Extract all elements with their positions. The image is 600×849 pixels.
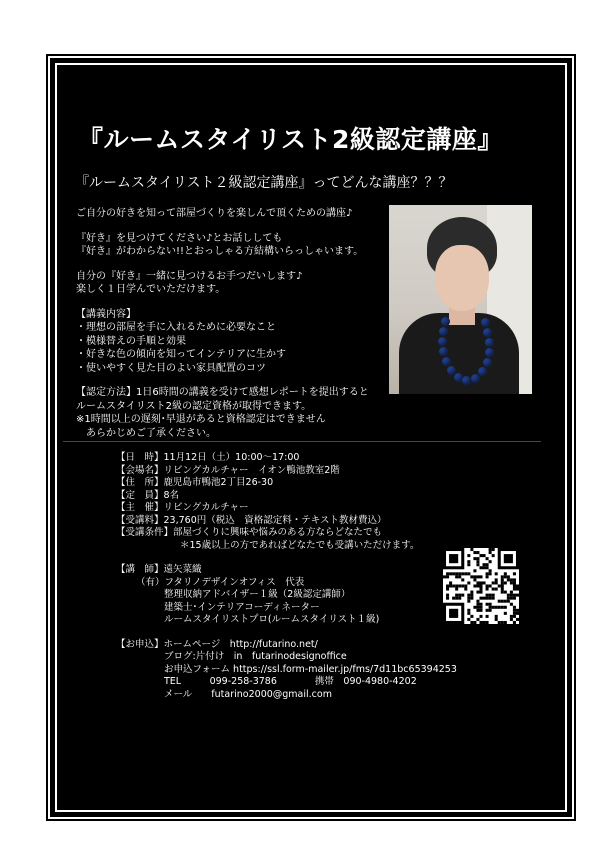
- detail-conditions-note: ＊15歳以上の方であればどなたでも受講いただけます。: [180, 539, 420, 551]
- intro-text: [76, 207, 396, 451]
- page-title: 『ルームスタイリスト2級認定講座』: [78, 125, 503, 154]
- detail-apply: 【お申込】ホームページ http://futarino.net/: [116, 638, 318, 650]
- instructor-photo: [389, 205, 532, 394]
- apply-line: メール futarino2000@gmail.com: [164, 688, 332, 700]
- detail-fee: 【受講料】23,760円（税込 資格認定料・テキスト教材費込）: [116, 514, 387, 526]
- detail-organizer: 【主 催】リビングカルチャー: [116, 502, 249, 513]
- detail-instructor: 【講 師】遠矢菜織: [116, 564, 202, 575]
- divider: [63, 441, 541, 442]
- course-content: 【講義内容】 ・理想の部屋を手に入れるために必要なこと ・模様替えの手順と効果 ・好きな色の傾向を知ってインテリアに生かす ・使いやすく見た目のよい家具配置のコツ: [76, 308, 286, 374]
- detail-conditions: 【受講条件】部屋づくりに興味や悩みのある方ならどなたでも: [116, 527, 383, 538]
- intro-paragraph: 自分の『好き』一緒に見つけるお手つだいします♪ 楽しく１日学んでいただけます。: [76, 270, 303, 295]
- detail-venue: 【会場名】リビングカルチャー イオン鴨池教室2階: [116, 464, 340, 476]
- intro-paragraph: 『好き』を見つけてください♪とお話ししても 『好き』がわからない!!とおっしゃる方結構いらっしゃいます。: [76, 232, 364, 257]
- instructor-line: （有）フタリノデザインオフィス 代表: [136, 576, 305, 588]
- apply-line: ブログ:片付け in futarinodesignoffice: [164, 651, 347, 662]
- qr-code-icon[interactable]: [443, 548, 519, 624]
- apply-line: TEL 099-258-3786 携帯 090-4980-4202: [164, 676, 417, 687]
- detail-address: 【住 所】鹿児島市鴨池2丁目26-30: [116, 477, 274, 488]
- intro-paragraph: ご自分の好きを知って部屋づくりを楽しんで頂くための講座♪: [76, 208, 353, 219]
- apply-line: お申込フォーム https://ssl.form-mailer.jp/fms/7d11bc65394253: [164, 663, 457, 675]
- event-details: [116, 452, 456, 701]
- instructor-line: ルームスタイリストプロ(ルームスタイリスト１級): [164, 614, 380, 625]
- instructor-line: 整理収納アドバイザー１級（2級認定講師）: [164, 589, 351, 600]
- certification-method: 【認定方法】1日6時間の講義を受けて感想レポートを提出すると ルームスタイリスト2級の認定資格が取得できます。 ※1時間以上の遅刻･早退があると資格認定はできません あらかじめご了承ください。: [76, 387, 369, 439]
- detail-date: 【日 時】11月12日（土）10:00～17:00: [116, 452, 300, 463]
- subtitle: 『ルームスタイリスト２級認定講座』ってどんな講座？？？: [75, 175, 453, 191]
- instructor-line: 建築士･インテリアコーディネーター: [164, 601, 320, 613]
- detail-capacity: 【定 員】8名: [116, 489, 180, 501]
